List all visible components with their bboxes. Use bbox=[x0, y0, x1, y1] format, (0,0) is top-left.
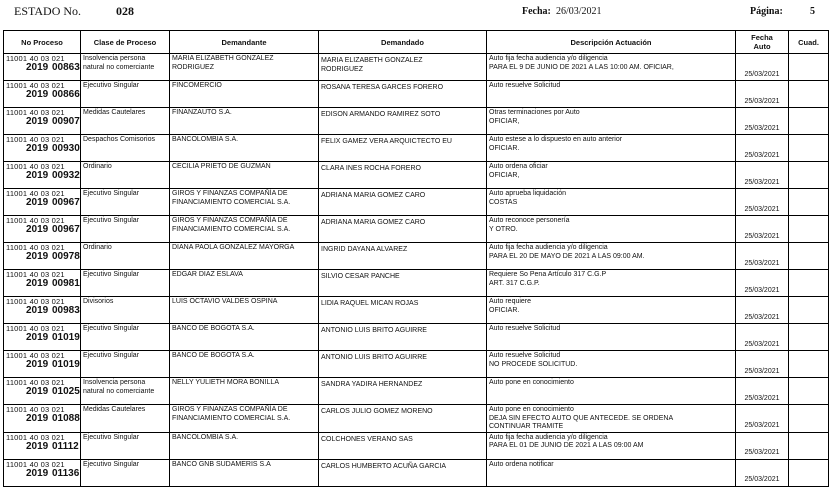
cell-demandante bbox=[170, 81, 319, 108]
cell-fecha-auto: 25/03/2021 bbox=[736, 108, 789, 135]
cell-demandante bbox=[170, 54, 319, 81]
cell-demandado bbox=[319, 54, 487, 81]
cell-actuacion bbox=[487, 81, 736, 108]
cell-demandante bbox=[170, 270, 319, 297]
actuacion-text: Auto requiere OFICIAR. bbox=[489, 298, 532, 314]
clase-text: Insolvencia persona natural no comerciante bbox=[83, 379, 155, 395]
actuacion-text: Auto pone en conocimiento bbox=[489, 379, 574, 386]
actuacion-text: Auto resuelve Solicitud NO PROCEDE SOLICITUD. bbox=[489, 352, 578, 368]
cell-demandado bbox=[319, 324, 487, 351]
actuacion-text: Auto pone en conocimiento DEJA SIN EFECTO AUTO QUE ANTECEDE. SE ORDENA CONTINUAR TRAMITE bbox=[489, 406, 674, 430]
cell-clase bbox=[81, 270, 170, 297]
demandante-text: GIROS Y FINANZAS COMPAÑÍA DE FINANCIAMIENTO COMERCIAL S.A. bbox=[172, 406, 291, 422]
col-header-demandante: Demandante bbox=[170, 31, 319, 54]
cell-demandante bbox=[170, 297, 319, 324]
demandado-text: ANTONIO LUIS BRITO AGUIRRE bbox=[321, 327, 427, 334]
demandado-text: SANDRA YADIRA HERNANDEZ bbox=[321, 381, 423, 388]
col-header-descripcion: Descripción Actuación bbox=[487, 31, 736, 54]
cell-demandante bbox=[170, 162, 319, 189]
cell-actuacion bbox=[487, 270, 736, 297]
cell-demandante bbox=[170, 189, 319, 216]
cell-fecha-auto: 25/03/2021 bbox=[736, 189, 789, 216]
table-row bbox=[4, 297, 829, 324]
proceso-year: 2019 bbox=[26, 116, 49, 127]
col-header-cuad: Cuad. bbox=[789, 31, 829, 54]
demandante-text: NELLY YULIETH MORA BONILLA bbox=[172, 379, 279, 386]
cell-fecha-auto: 25/03/2021 bbox=[736, 270, 789, 297]
clase-text: Medidas Cautelares bbox=[83, 406, 146, 413]
table-row bbox=[4, 270, 829, 297]
table-row bbox=[4, 324, 829, 351]
demandado-text: LIDIA RAQUEL MICAN ROJAS bbox=[321, 300, 419, 307]
demandado-text: ROSANA TERESA GARCES FORERO bbox=[321, 84, 444, 91]
actuacion-text: Auto aprueba liquidación COSTAS bbox=[489, 190, 567, 206]
proceso-radicado: 00863 bbox=[52, 62, 80, 73]
cell-actuacion bbox=[487, 378, 736, 405]
actuacion-text: Otras terminaciones por Auto OFICIAR, bbox=[489, 109, 580, 125]
proceso-year: 2019 bbox=[26, 413, 49, 424]
cell-cuad bbox=[789, 189, 829, 216]
proceso-code: 11001 40 03 021 bbox=[6, 162, 65, 171]
cell-no-proceso bbox=[4, 324, 81, 351]
proceso-year: 2019 bbox=[26, 143, 49, 154]
cell-no-proceso bbox=[4, 459, 81, 486]
cell-demandado bbox=[319, 270, 487, 297]
clase-text: Divisorios bbox=[83, 298, 114, 305]
proceso-code: 11001 40 03 021 bbox=[6, 189, 65, 198]
actuacion-text: Auto resuelve Solicitud bbox=[489, 325, 561, 332]
cell-clase bbox=[81, 243, 170, 270]
cell-demandado bbox=[319, 432, 487, 459]
table-row bbox=[4, 432, 829, 459]
cell-clase bbox=[81, 297, 170, 324]
cell-fecha-auto: 25/03/2021 bbox=[736, 243, 789, 270]
demandante-text: GIROS Y FINANZAS COMPAÑÍA DE FINANCIAMIENTO COMERCIAL S.A. bbox=[172, 217, 291, 233]
proceso-year: 2019 bbox=[26, 197, 49, 208]
proceso-radicado: 01025 bbox=[52, 386, 80, 397]
table-row bbox=[4, 243, 829, 270]
col-header-no-proceso: No Proceso bbox=[4, 31, 81, 54]
proceso-code: 11001 40 03 021 bbox=[6, 81, 65, 90]
cell-fecha-auto: 25/03/2021 bbox=[736, 432, 789, 459]
cell-demandado bbox=[319, 189, 487, 216]
proceso-code: 11001 40 03 021 bbox=[6, 108, 65, 117]
table-row bbox=[4, 459, 829, 486]
cell-fecha-auto: 25/03/2021 bbox=[736, 54, 789, 81]
cell-fecha-auto: 25/03/2021 bbox=[736, 459, 789, 486]
cell-demandante bbox=[170, 432, 319, 459]
table-row bbox=[4, 378, 829, 405]
cell-no-proceso bbox=[4, 297, 81, 324]
cell-actuacion bbox=[487, 459, 736, 486]
cell-cuad bbox=[789, 243, 829, 270]
clase-text: Ordinario bbox=[83, 244, 112, 251]
cell-cuad bbox=[789, 162, 829, 189]
table-row bbox=[4, 54, 829, 81]
proceso-radicado: 00930 bbox=[52, 143, 80, 154]
cell-no-proceso bbox=[4, 81, 81, 108]
actuacion-text: Auto fija fecha audiencia y/o diligencia PARA EL 20 DE MAYO DE 2021 A LAS 09:00 AM. bbox=[489, 244, 645, 260]
cell-demandado bbox=[319, 216, 487, 243]
actuacion-text: Auto fija fecha audiencia y/o diligencia PARA EL 9 DE JUNIO DE 2021 A LAS 10:00 AM. OFICIAR, bbox=[489, 55, 674, 71]
proceso-code: 11001 40 03 021 bbox=[6, 243, 65, 252]
col-header-demandado: Demandado bbox=[319, 31, 487, 54]
clase-text: Medidas Cautelares bbox=[83, 109, 146, 116]
cell-no-proceso bbox=[4, 270, 81, 297]
proceso-year: 2019 bbox=[26, 251, 49, 262]
demandado-text: ADRIANA MARIA GOMEZ CARO bbox=[321, 192, 426, 199]
clase-text: Ejecutivo Singular bbox=[83, 433, 140, 441]
fecha-label: Fecha: bbox=[522, 6, 551, 17]
proceso-radicado: 01136 bbox=[52, 467, 80, 479]
actuacion-text: Auto ordena oficiar OFICIAR, bbox=[489, 163, 548, 179]
cell-no-proceso bbox=[4, 135, 81, 162]
cell-demandante bbox=[170, 243, 319, 270]
cell-actuacion bbox=[487, 351, 736, 378]
estado-table bbox=[3, 30, 829, 487]
cell-demandante bbox=[170, 378, 319, 405]
pagina-value: 5 bbox=[810, 6, 815, 17]
proceso-code: 11001 40 03 021 bbox=[6, 270, 65, 279]
demandante-text: LUIS OCTAVIO VALDES OSPINA bbox=[172, 298, 278, 305]
demandado-text: CARLOS JULIO GOMEZ MORENO bbox=[321, 408, 433, 415]
cell-fecha-auto: 25/03/2021 bbox=[736, 135, 789, 162]
demandante-text: DIANA PAOLA GONZALEZ MAYORGA bbox=[172, 244, 295, 251]
proceso-year: 2019 bbox=[26, 359, 49, 370]
cell-fecha-auto: 25/03/2021 bbox=[736, 405, 789, 433]
cell-fecha-auto: 25/03/2021 bbox=[736, 324, 789, 351]
cell-cuad bbox=[789, 81, 829, 108]
pagina-label: Página: bbox=[750, 6, 783, 17]
table-row bbox=[4, 216, 829, 243]
cell-clase bbox=[81, 54, 170, 81]
cell-no-proceso bbox=[4, 351, 81, 378]
proceso-code: 11001 40 03 021 bbox=[6, 54, 65, 63]
cell-demandado bbox=[319, 378, 487, 405]
demandado-text: COLCHONES VERANO SAS bbox=[321, 435, 413, 443]
cell-actuacion bbox=[487, 216, 736, 243]
cell-actuacion bbox=[487, 189, 736, 216]
cell-cuad bbox=[789, 108, 829, 135]
actuacion-text: Auto resuelve Solicitud bbox=[489, 82, 561, 89]
cell-cuad bbox=[789, 54, 829, 81]
clase-text: Ejecutivo Singular bbox=[83, 82, 140, 89]
cell-actuacion bbox=[487, 108, 736, 135]
clase-text: Ejecutivo Singular bbox=[83, 217, 140, 224]
demandante-text: BANCOLOMBIA S.A. bbox=[172, 136, 239, 143]
demandante-text: BANCO GNB SUDAMERIS S.A bbox=[172, 460, 271, 468]
cell-demandado bbox=[319, 459, 487, 486]
cell-cuad bbox=[789, 432, 829, 459]
cell-demandante bbox=[170, 405, 319, 433]
cell-demandado bbox=[319, 135, 487, 162]
cell-actuacion bbox=[487, 54, 736, 81]
table-header-row bbox=[4, 31, 829, 54]
proceso-radicado: 00866 bbox=[52, 89, 80, 100]
cell-clase bbox=[81, 189, 170, 216]
cell-cuad bbox=[789, 351, 829, 378]
cell-no-proceso bbox=[4, 108, 81, 135]
table-body bbox=[4, 54, 829, 487]
actuacion-text: Auto reconoce personería Y OTRO. bbox=[489, 217, 570, 233]
cell-demandado bbox=[319, 81, 487, 108]
proceso-year: 2019 bbox=[26, 89, 49, 100]
cell-demandante bbox=[170, 135, 319, 162]
cell-cuad bbox=[789, 378, 829, 405]
demandado-text: CARLOS HUMBERTO ACUÑA GARCIA bbox=[321, 462, 446, 470]
cell-no-proceso bbox=[4, 405, 81, 433]
cell-fecha-auto: 25/03/2021 bbox=[736, 216, 789, 243]
demandado-text: CLARA INES ROCHA FORERO bbox=[321, 165, 421, 172]
cell-fecha-auto: 25/03/2021 bbox=[736, 162, 789, 189]
table-row bbox=[4, 405, 829, 433]
proceso-radicado: 01088 bbox=[52, 413, 80, 424]
demandante-text: BANCO DE BOGOTA S.A. bbox=[172, 352, 255, 359]
proceso-code: 11001 40 03 021 bbox=[6, 216, 65, 225]
cell-clase bbox=[81, 81, 170, 108]
demandado-text: ADRIANA MARIA GOMEZ CARO bbox=[321, 219, 426, 226]
cell-demandante bbox=[170, 216, 319, 243]
demandado-text: FELIX GAMEZ VERA ARQUICTECTO EU bbox=[321, 138, 452, 145]
table-row bbox=[4, 162, 829, 189]
clase-text: Ejecutivo Singular bbox=[83, 460, 140, 468]
clase-text: Ejecutivo Singular bbox=[83, 325, 140, 332]
cell-demandado bbox=[319, 243, 487, 270]
demandante-text: FINCOMERCIO bbox=[172, 82, 222, 89]
proceso-radicado: 00967 bbox=[52, 224, 80, 235]
cell-actuacion bbox=[487, 162, 736, 189]
actuacion-text: Auto fija fecha audiencia y/o diligencia PARA EL 01 DE JUNIO DE 2021 A LAS 09:00 AM bbox=[489, 433, 644, 449]
proceso-radicado: 00932 bbox=[52, 170, 80, 181]
table-row bbox=[4, 108, 829, 135]
demandante-text: MARIA ELIZABETH GONZALEZ RODRIGUEZ bbox=[172, 55, 274, 71]
demandante-text: BANCOLOMBIA S.A. bbox=[172, 433, 239, 441]
proceso-radicado: 01019 bbox=[52, 332, 80, 343]
col-header-clase: Clase de Proceso bbox=[81, 31, 170, 54]
cell-demandado bbox=[319, 162, 487, 189]
actuacion-text: Auto estese a lo dispuesto en auto anterior OFICIAR. bbox=[489, 136, 623, 152]
cell-actuacion bbox=[487, 135, 736, 162]
cell-cuad bbox=[789, 405, 829, 433]
actuacion-text: Requiere So Pena Artículo 317 C.G.P ART. 317 C.G.P. bbox=[489, 271, 607, 287]
clase-text: Despachos Comisorios bbox=[83, 136, 155, 143]
actuacion-text: Auto ordena notificar bbox=[489, 460, 554, 468]
proceso-year: 2019 bbox=[26, 305, 49, 316]
cell-demandado bbox=[319, 405, 487, 433]
cell-cuad bbox=[789, 459, 829, 486]
cell-fecha-auto: 25/03/2021 bbox=[736, 81, 789, 108]
cell-clase bbox=[81, 216, 170, 243]
proceso-radicado: 00907 bbox=[52, 116, 80, 127]
proceso-code: 11001 40 03 021 bbox=[6, 378, 65, 387]
cell-demandante bbox=[170, 459, 319, 486]
proceso-year: 2019 bbox=[26, 440, 49, 452]
cell-no-proceso bbox=[4, 432, 81, 459]
cell-fecha-auto: 25/03/2021 bbox=[736, 378, 789, 405]
proceso-year: 2019 bbox=[26, 224, 49, 235]
demandado-text: SILVIO CESAR PANCHE bbox=[321, 273, 400, 280]
cell-clase bbox=[81, 459, 170, 486]
table-row bbox=[4, 189, 829, 216]
cell-actuacion bbox=[487, 243, 736, 270]
cell-no-proceso bbox=[4, 189, 81, 216]
demandante-text: GIROS Y FINANZAS COMPAÑÍA DE FINANCIAMIENTO COMERCIAL S.A. bbox=[172, 190, 291, 206]
cell-no-proceso bbox=[4, 378, 81, 405]
proceso-year: 2019 bbox=[26, 467, 49, 479]
cell-actuacion bbox=[487, 297, 736, 324]
proceso-code: 11001 40 03 021 bbox=[6, 135, 65, 144]
proceso-radicado: 00967 bbox=[52, 197, 80, 208]
cell-clase bbox=[81, 135, 170, 162]
estado-number: 028 bbox=[116, 4, 134, 18]
table-row bbox=[4, 135, 829, 162]
cell-clase bbox=[81, 351, 170, 378]
table-row bbox=[4, 81, 829, 108]
cell-clase bbox=[81, 432, 170, 459]
demandado-text: INGRID DAYANA ALVAREZ bbox=[321, 246, 408, 253]
table-row bbox=[4, 351, 829, 378]
clase-text: Insolvencia persona natural no comerciante bbox=[83, 55, 155, 71]
cell-no-proceso bbox=[4, 162, 81, 189]
proceso-radicado: 00978 bbox=[52, 251, 80, 262]
cell-demandante bbox=[170, 324, 319, 351]
proceso-year: 2019 bbox=[26, 62, 49, 73]
cell-fecha-auto: 25/03/2021 bbox=[736, 351, 789, 378]
cell-demandado bbox=[319, 351, 487, 378]
proceso-code: 11001 40 03 021 bbox=[6, 405, 65, 414]
cell-cuad bbox=[789, 270, 829, 297]
proceso-year: 2019 bbox=[26, 386, 49, 397]
proceso-radicado: 01112 bbox=[52, 440, 79, 452]
proceso-code: 11001 40 03 021 bbox=[6, 324, 65, 333]
cell-clase bbox=[81, 162, 170, 189]
demandado-text: MARIA ELIZABETH GONZALEZ RODRIGUEZ bbox=[321, 57, 423, 73]
clase-text: Ejecutivo Singular bbox=[83, 352, 140, 359]
clase-text: Ejecutivo Singular bbox=[83, 190, 140, 197]
clase-text: Ejecutivo Singular bbox=[83, 271, 140, 278]
demandado-text: EDISON ARMANDO RAMIREZ SOTO bbox=[321, 111, 441, 118]
cell-cuad bbox=[789, 216, 829, 243]
proceso-radicado: 01019 bbox=[52, 359, 80, 370]
cell-fecha-auto: 25/03/2021 bbox=[736, 297, 789, 324]
proceso-code: 11001 40 03 021 bbox=[6, 459, 65, 469]
demandante-text: BANCO DE BOGOTA S.A. bbox=[172, 325, 255, 332]
cell-demandante bbox=[170, 351, 319, 378]
cell-demandado bbox=[319, 297, 487, 324]
proceso-year: 2019 bbox=[26, 278, 49, 289]
cell-clase bbox=[81, 108, 170, 135]
demandado-text: ANTONIO LUIS BRITO AGUIRRE bbox=[321, 354, 427, 361]
cell-no-proceso bbox=[4, 216, 81, 243]
cell-actuacion bbox=[487, 405, 736, 433]
proceso-code: 11001 40 03 021 bbox=[6, 351, 65, 360]
proceso-radicado: 00983 bbox=[52, 305, 80, 316]
cell-cuad bbox=[789, 324, 829, 351]
demandante-text: CECILIA PRIETO DE GUZMAN bbox=[172, 163, 271, 170]
clase-text: Ordinario bbox=[83, 163, 112, 170]
col-header-fecha-auto: Fecha Auto bbox=[736, 31, 789, 54]
proceso-code: 11001 40 03 021 bbox=[6, 297, 65, 306]
cell-no-proceso bbox=[4, 243, 81, 270]
proceso-year: 2019 bbox=[26, 170, 49, 181]
cell-no-proceso bbox=[4, 54, 81, 81]
fecha-value: 26/03/2021 bbox=[556, 6, 602, 17]
cell-actuacion bbox=[487, 324, 736, 351]
cell-actuacion bbox=[487, 432, 736, 459]
cell-cuad bbox=[789, 297, 829, 324]
demandante-text: EDGAR DIAZ ESLAVA bbox=[172, 271, 243, 278]
cell-cuad bbox=[789, 135, 829, 162]
cell-clase bbox=[81, 405, 170, 433]
cell-demandante bbox=[170, 108, 319, 135]
proceso-code: 11001 40 03 021 bbox=[6, 432, 65, 442]
estado-label: ESTADO No. bbox=[14, 4, 82, 18]
cell-demandado bbox=[319, 108, 487, 135]
demandante-text: FINANZAUTO S.A. bbox=[172, 109, 232, 116]
cell-clase bbox=[81, 324, 170, 351]
proceso-year: 2019 bbox=[26, 332, 49, 343]
cell-clase bbox=[81, 378, 170, 405]
proceso-radicado: 00981 bbox=[52, 278, 80, 289]
